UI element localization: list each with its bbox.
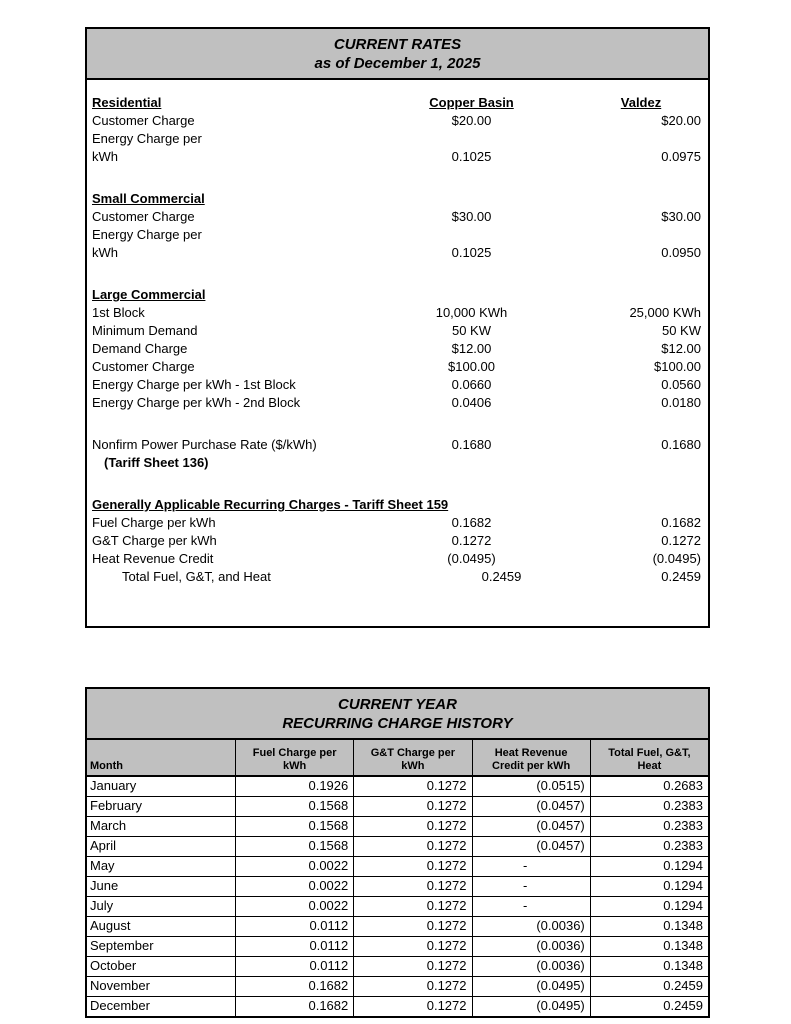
total-cell: 0.1348 xyxy=(590,957,708,976)
history-column-headers xyxy=(87,740,708,777)
heat-credit-cell: (0.0457) xyxy=(472,837,590,856)
copper-basin-value xyxy=(396,454,571,472)
rate-row xyxy=(92,112,703,130)
history-row xyxy=(87,856,708,876)
rate-row xyxy=(92,496,703,514)
rate-label: Fuel Charge per kWh xyxy=(92,515,216,530)
history-column-header-line: Month xyxy=(90,760,123,772)
heat-credit-cell: (0.0036) xyxy=(472,937,590,956)
rate-label: Heat Revenue Credit xyxy=(92,551,214,566)
history-column-header xyxy=(472,740,590,775)
total-cell: 0.1294 xyxy=(590,857,708,876)
gt-charge-cell: 0.1272 xyxy=(353,957,471,976)
gt-charge-cell: 0.1272 xyxy=(353,977,471,996)
rate-row xyxy=(92,340,703,358)
rate-label: Customer Charge xyxy=(92,113,195,128)
rate-row xyxy=(92,148,703,166)
rate-row xyxy=(92,286,703,304)
rate-row xyxy=(92,358,703,376)
valdez-value: $100.00 xyxy=(654,359,701,374)
current-rates-table xyxy=(85,27,710,628)
history-column-header-line: Total Fuel, G&T, xyxy=(608,747,691,759)
gt-charge-cell: 0.1272 xyxy=(353,937,471,956)
total-cell: 0.1294 xyxy=(590,877,708,896)
fuel-charge-cell: 0.1926 xyxy=(235,777,353,796)
rate-label: Demand Charge xyxy=(92,341,188,356)
month-cell: June xyxy=(90,878,119,893)
total-cell: 0.2683 xyxy=(590,777,708,796)
valdez-value: 25,000 KWh xyxy=(629,305,701,320)
gt-charge-cell: 0.1272 xyxy=(353,817,471,836)
rates-body xyxy=(87,80,708,586)
heat-credit-cell: (0.0457) xyxy=(472,797,590,816)
fuel-charge-cell: 0.0112 xyxy=(235,957,353,976)
copper-basin-value: $12.00 xyxy=(451,341,492,356)
section-heading: Small Commercial xyxy=(92,191,205,206)
rate-label: Customer Charge xyxy=(92,209,195,224)
history-row xyxy=(87,916,708,936)
column-heading-text: Residential xyxy=(92,95,162,110)
history-title-band xyxy=(87,689,708,740)
column-heading-text: Valdez xyxy=(620,95,662,110)
heat-credit-cell: (0.0036) xyxy=(472,957,590,976)
rate-row xyxy=(92,226,703,244)
rate-row xyxy=(92,436,703,454)
rates-title-line1: CURRENT RATES xyxy=(333,36,462,53)
section-heading: Large Commercial xyxy=(92,287,206,302)
fuel-charge-cell: 0.0022 xyxy=(235,857,353,876)
valdez-value: 0.2459 xyxy=(661,569,701,584)
month-cell: May xyxy=(90,858,115,873)
rate-label: (Tariff Sheet 136) xyxy=(104,455,209,470)
rate-row xyxy=(92,472,703,496)
gt-charge-cell: 0.1272 xyxy=(353,917,471,936)
valdez-value: (0.0495) xyxy=(652,551,701,566)
copper-basin-value: 0.0660 xyxy=(451,377,492,392)
rate-label: Nonfirm Power Purchase Rate ($/kWh) xyxy=(92,437,317,452)
history-row xyxy=(87,777,708,796)
history-row xyxy=(87,996,708,1016)
total-cell: 0.2383 xyxy=(590,797,708,816)
history-row xyxy=(87,956,708,976)
gt-charge-cell: 0.1272 xyxy=(353,837,471,856)
rate-label: Energy Charge per xyxy=(92,131,202,146)
copper-basin-value: $100.00 xyxy=(448,359,495,374)
copper-basin-value: $30.00 xyxy=(451,209,492,224)
heat-credit-cell: - xyxy=(472,877,590,896)
total-cell: 0.2459 xyxy=(590,997,708,1016)
history-row xyxy=(87,796,708,816)
rate-row xyxy=(92,190,703,208)
rate-row xyxy=(92,412,703,436)
gt-charge-cell: 0.1272 xyxy=(353,777,471,796)
valdez-value: 0.1680 xyxy=(661,437,701,452)
month-cell: November xyxy=(90,978,150,993)
rate-row xyxy=(92,94,703,112)
gt-charge-cell: 0.1272 xyxy=(353,797,471,816)
rate-row xyxy=(92,166,703,190)
rate-label: 1st Block xyxy=(92,305,145,320)
month-cell: March xyxy=(90,818,127,833)
history-rows xyxy=(87,777,708,1016)
month-cell: April xyxy=(90,838,117,853)
fuel-charge-cell: 0.1682 xyxy=(235,997,353,1016)
fuel-charge-cell: 0.1568 xyxy=(235,817,353,836)
copper-basin-value xyxy=(384,226,559,244)
rates-title-line2: as of December 1, 2025 xyxy=(314,55,481,72)
valdez-value: 0.0950 xyxy=(661,245,701,260)
history-column-header-line: Heat Revenue xyxy=(494,747,568,759)
history-column-header xyxy=(87,740,235,775)
total-cell: 0.2383 xyxy=(590,817,708,836)
rate-row xyxy=(92,550,703,568)
fuel-charge-cell: 0.1682 xyxy=(235,977,353,996)
valdez-value xyxy=(559,226,703,244)
history-row xyxy=(87,896,708,916)
heat-credit-cell: (0.0457) xyxy=(472,817,590,836)
valdez-value: 50 KW xyxy=(661,323,701,338)
month-cell: July xyxy=(90,898,114,913)
copper-basin-value: 0.2459 xyxy=(481,569,522,584)
rate-row xyxy=(92,514,703,532)
column-heading-residential xyxy=(92,94,384,112)
rate-label: kWh xyxy=(92,245,118,260)
rate-row xyxy=(92,208,703,226)
heat-credit-cell: (0.0495) xyxy=(472,977,590,996)
rate-row xyxy=(92,394,703,412)
history-title-line1: CURRENT YEAR xyxy=(338,696,457,713)
copper-basin-value xyxy=(384,130,559,148)
history-row xyxy=(87,876,708,896)
total-cell: 0.2383 xyxy=(590,837,708,856)
rate-row xyxy=(92,130,703,148)
column-heading-valdez xyxy=(559,94,703,112)
column-heading-text: Copper Basin xyxy=(429,95,514,110)
history-title-line2: RECURRING CHARGE HISTORY xyxy=(282,715,513,732)
copper-basin-value: 0.1272 xyxy=(451,533,492,548)
copper-basin-value: 0.1025 xyxy=(451,149,492,164)
heat-credit-cell: (0.0495) xyxy=(472,997,590,1016)
fuel-charge-cell: 0.1568 xyxy=(235,797,353,816)
rates-title-band xyxy=(87,29,708,80)
history-column-header-line: Credit per kWh xyxy=(492,760,571,772)
heat-credit-cell: (0.0036) xyxy=(472,917,590,936)
rate-label: Minimum Demand xyxy=(92,323,198,338)
rate-label: Customer Charge xyxy=(92,359,195,374)
valdez-value: $12.00 xyxy=(661,341,701,356)
copper-basin-value: 10,000 KWh xyxy=(435,305,508,320)
history-column-header-line: kWh xyxy=(283,760,307,772)
history-column-header xyxy=(353,740,471,775)
rate-row xyxy=(92,244,703,262)
copper-basin-value: 0.1025 xyxy=(451,245,492,260)
section-heading: Generally Applicable Recurring Charges - Tariff Sheet 159 xyxy=(92,497,449,512)
copper-basin-value: 0.0406 xyxy=(451,395,492,410)
valdez-value: 0.1682 xyxy=(661,515,701,530)
gt-charge-cell: 0.1272 xyxy=(353,877,471,896)
rate-row xyxy=(92,568,703,586)
history-column-header xyxy=(235,740,353,775)
history-column-header xyxy=(590,740,708,775)
history-row xyxy=(87,936,708,956)
history-column-header-line: Fuel Charge per xyxy=(252,747,337,759)
recurring-charge-history-table xyxy=(85,687,710,1018)
rate-label: kWh xyxy=(92,149,118,164)
history-column-header-line: kWh xyxy=(401,760,425,772)
month-cell: February xyxy=(90,798,143,813)
total-cell: 0.2459 xyxy=(590,977,708,996)
copper-basin-value: 0.1680 xyxy=(451,437,492,452)
rate-row xyxy=(92,304,703,322)
history-row xyxy=(87,836,708,856)
history-column-header-line: G&T Charge per xyxy=(370,747,456,759)
rate-label: Total Fuel, G&T, and Heat xyxy=(122,569,271,584)
copper-basin-value: $20.00 xyxy=(451,113,492,128)
valdez-value: $20.00 xyxy=(661,113,701,128)
fuel-charge-cell: 0.0022 xyxy=(235,877,353,896)
month-cell: August xyxy=(90,918,131,933)
heat-credit-cell: - xyxy=(472,857,590,876)
copper-basin-value: (0.0495) xyxy=(447,551,496,566)
copper-basin-value: 0.1682 xyxy=(451,515,492,530)
valdez-value: 0.0560 xyxy=(661,377,701,392)
rate-row xyxy=(92,376,703,394)
valdez-value xyxy=(571,454,703,472)
rate-label: Energy Charge per kWh - 2nd Block xyxy=(92,395,301,410)
month-cell: September xyxy=(90,938,154,953)
gt-charge-cell: 0.1272 xyxy=(353,857,471,876)
month-cell: January xyxy=(90,778,137,793)
rate-row xyxy=(92,262,703,286)
fuel-charge-cell: 0.0022 xyxy=(235,897,353,916)
rate-label: Energy Charge per xyxy=(92,227,202,242)
valdez-value: 0.0180 xyxy=(661,395,701,410)
copper-basin-value: 50 KW xyxy=(451,323,491,338)
rate-row xyxy=(92,532,703,550)
valdez-value: 0.1272 xyxy=(661,533,701,548)
gt-charge-cell: 0.1272 xyxy=(353,897,471,916)
total-cell: 0.1294 xyxy=(590,897,708,916)
history-column-header-line: Heat xyxy=(637,760,662,772)
column-heading-copper-basin xyxy=(384,94,559,112)
total-cell: 0.1348 xyxy=(590,917,708,936)
valdez-value xyxy=(559,130,703,148)
heat-credit-cell: (0.0515) xyxy=(472,777,590,796)
rate-label: G&T Charge per kWh xyxy=(92,533,217,548)
fuel-charge-cell: 0.0112 xyxy=(235,937,353,956)
fuel-charge-cell: 0.1568 xyxy=(235,837,353,856)
month-cell: December xyxy=(90,998,150,1013)
valdez-value: 0.0975 xyxy=(661,149,701,164)
fuel-charge-cell: 0.0112 xyxy=(235,917,353,936)
rate-label: Energy Charge per kWh - 1st Block xyxy=(92,377,296,392)
gt-charge-cell: 0.1272 xyxy=(353,997,471,1016)
valdez-value: $30.00 xyxy=(661,209,701,224)
total-cell: 0.1348 xyxy=(590,937,708,956)
rate-row xyxy=(92,454,703,472)
history-row xyxy=(87,816,708,836)
rate-row xyxy=(92,322,703,340)
month-cell: October xyxy=(90,958,137,973)
history-row xyxy=(87,976,708,996)
heat-credit-cell: - xyxy=(472,897,590,916)
